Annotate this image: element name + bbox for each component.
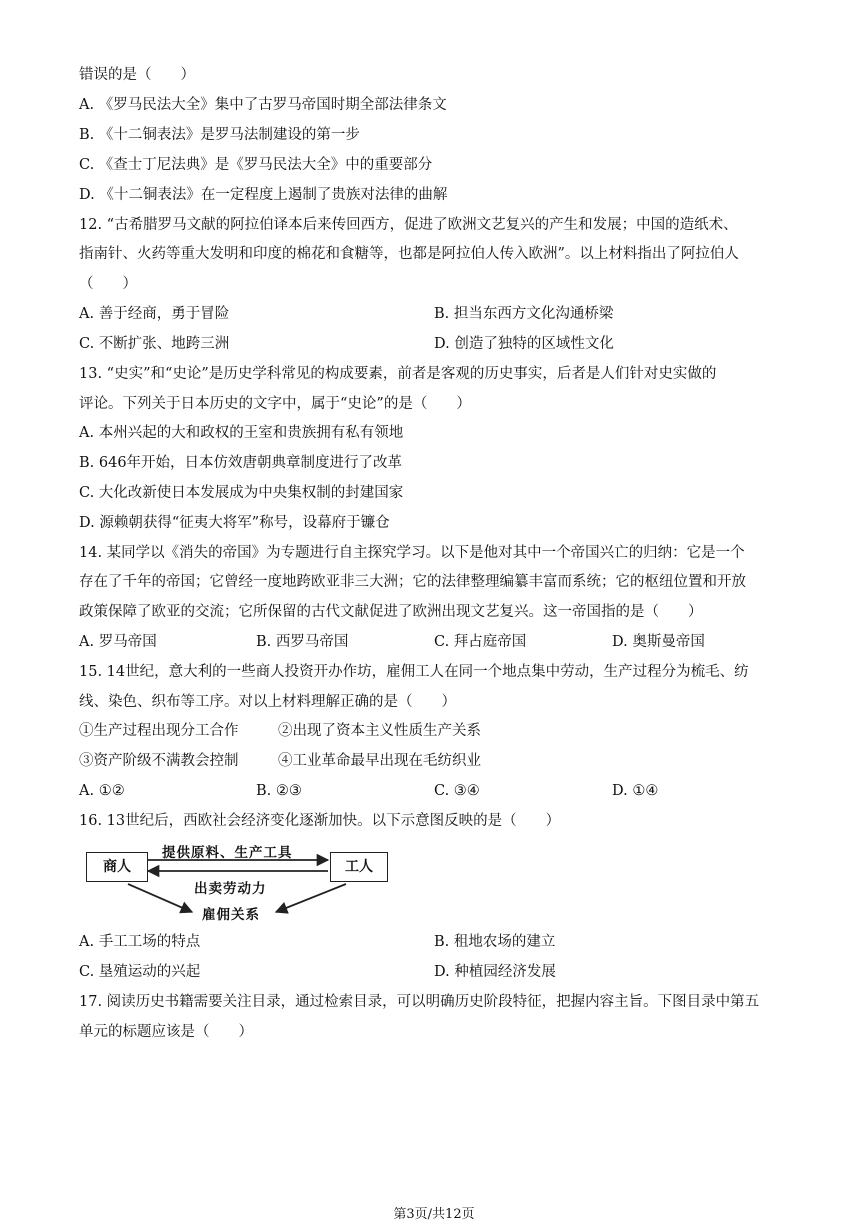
q13-option-b: B. 646年开始，日本仿效唐朝典章制度进行了改革	[79, 455, 403, 471]
q13-option-d: D. 源赖朝获得“征夷大将军”称号，设幕府于镰仓	[79, 515, 390, 531]
q16-option-c: C. 垦殖运动的兴起	[79, 964, 201, 980]
q11-option-d: D. 《十二铜表法》在一定程度上遏制了贵族对法律的曲解	[79, 187, 448, 203]
q14-option-c: C. 拜占庭帝国	[434, 634, 527, 650]
q12-option-a: A. 善于经商，勇于冒险	[79, 306, 230, 322]
q16-option-b: B. 租地农场的建立	[434, 934, 556, 950]
q16-stem: 16. 13世纪后，西欧社会经济变化逐渐加快。以下示意图反映的是（ ）	[79, 813, 561, 829]
page-number: 第3页/共12页	[393, 1207, 475, 1222]
q14-option-a: A. 罗马帝国	[79, 634, 157, 650]
q15-statement-2: ②出现了资本主义性质生产关系	[278, 723, 481, 739]
q12-option-d: D. 创造了独特的区域性文化	[434, 336, 614, 352]
q14-stem-line1: 14. 某同学以《消失的帝国》为专题进行自主探究学习。以下是他对其中一个帝国兴亡的归纳：它是一个	[79, 545, 745, 561]
q14-stem-line2: 存在了千年的帝国；它曾经一度地跨欧亚非三大洲；它的法律整理编纂丰富而系统；它的枢纽位置和开放	[79, 574, 746, 590]
supply-label: 提供原料、生产工具	[162, 845, 293, 861]
q17-stem-line1: 17. 阅读历史书籍需要关注目录，通过检索目录，可以明确历史阶段特征，把握内容主旨。下图目录中第五	[79, 994, 760, 1010]
q13-option-a: A. 本州兴起的大和政权的王室和贵族拥有私有领地	[79, 425, 404, 441]
q15-stem-line2: 线、染色、织布等工序。对以上材料理解正确的是（ ）	[79, 694, 456, 710]
q11-option-b: B. 《十二铜表法》是罗马法制建设的第一步	[79, 127, 360, 143]
q15-option-d: D. ①④	[612, 783, 659, 799]
q16-option-d: D. 种植园经济发展	[434, 964, 556, 980]
merchant-relation-line	[128, 884, 192, 912]
q12-stem-line1: 12. “古希腊罗马文献的阿拉伯译本后来传回西方，促进了欧洲文艺复兴的产生和发展；中国的造纸术、	[79, 217, 738, 233]
q12-stem-line2: 指南针、火药等重大发明和印度的棉花和食糖等，也都是阿拉伯人传入欧洲”。以上材料指出了阿拉伯人	[79, 246, 739, 262]
q15-option-a: A. ①②	[79, 783, 125, 799]
q11-option-c: C. 《查士丁尼法典》是《罗马民法大全》中的重要部分	[79, 157, 433, 173]
q14-stem-line3: 政策保障了欧亚的交流；它所保留的古代文献促进了欧洲出现文艺复兴。这一帝国指的是（ ）	[79, 604, 703, 620]
q15-stem-line1: 15. 14世纪，意大利的一些商人投资开办作坊，雇佣工人在同一个地点集中劳动，生产过程分为梳毛、纺	[79, 664, 749, 680]
q15-statement-4: ④工业革命最早出现在毛纺织业	[278, 753, 481, 769]
q13-stem-line2: 评论。下列关于日本历史的文字中，属于“史论”的是（ ）	[79, 396, 471, 412]
merchant-box: 商人	[86, 852, 148, 882]
q11-option-a: A. 《罗马民法大全》集中了古罗马帝国时期全部法律条文	[79, 97, 447, 113]
q15-option-b: B. ②③	[256, 783, 302, 799]
relation-label: 雇佣关系	[202, 907, 260, 923]
q12-option-c: C. 不断扩张、地跨三洲	[79, 336, 230, 352]
q17-stem-line2: 单元的标题应该是（ ）	[79, 1024, 253, 1040]
q15-option-c: C. ③④	[434, 783, 480, 799]
q13-option-c: C. 大化改新使日本发展成为中央集权制的封建国家	[79, 485, 404, 501]
q15-statement-1: ①生产过程出现分工合作	[79, 723, 239, 739]
q12-stem-line3: （ ）	[79, 276, 137, 292]
q13-stem-line1: 13. “史实”和“史论”是历史学科常见的构成要素，前者是客观的历史事实，后者是人们针对史实做的	[79, 366, 717, 382]
q11-stem-tail: 错误的是（ ）	[79, 67, 195, 83]
labor-label: 出卖劳动力	[194, 881, 267, 897]
worker-relation-line	[276, 884, 346, 912]
q14-option-d: D. 奥斯曼帝国	[612, 634, 705, 650]
q15-statement-3: ③资产阶级不满教会控制	[79, 753, 239, 769]
q14-option-b: B. 西罗马帝国	[256, 634, 349, 650]
worker-box: 工人	[330, 852, 388, 882]
q12-option-b: B. 担当东西方文化沟通桥梁	[434, 306, 614, 322]
q16-option-a: A. 手工工场的特点	[79, 934, 201, 950]
